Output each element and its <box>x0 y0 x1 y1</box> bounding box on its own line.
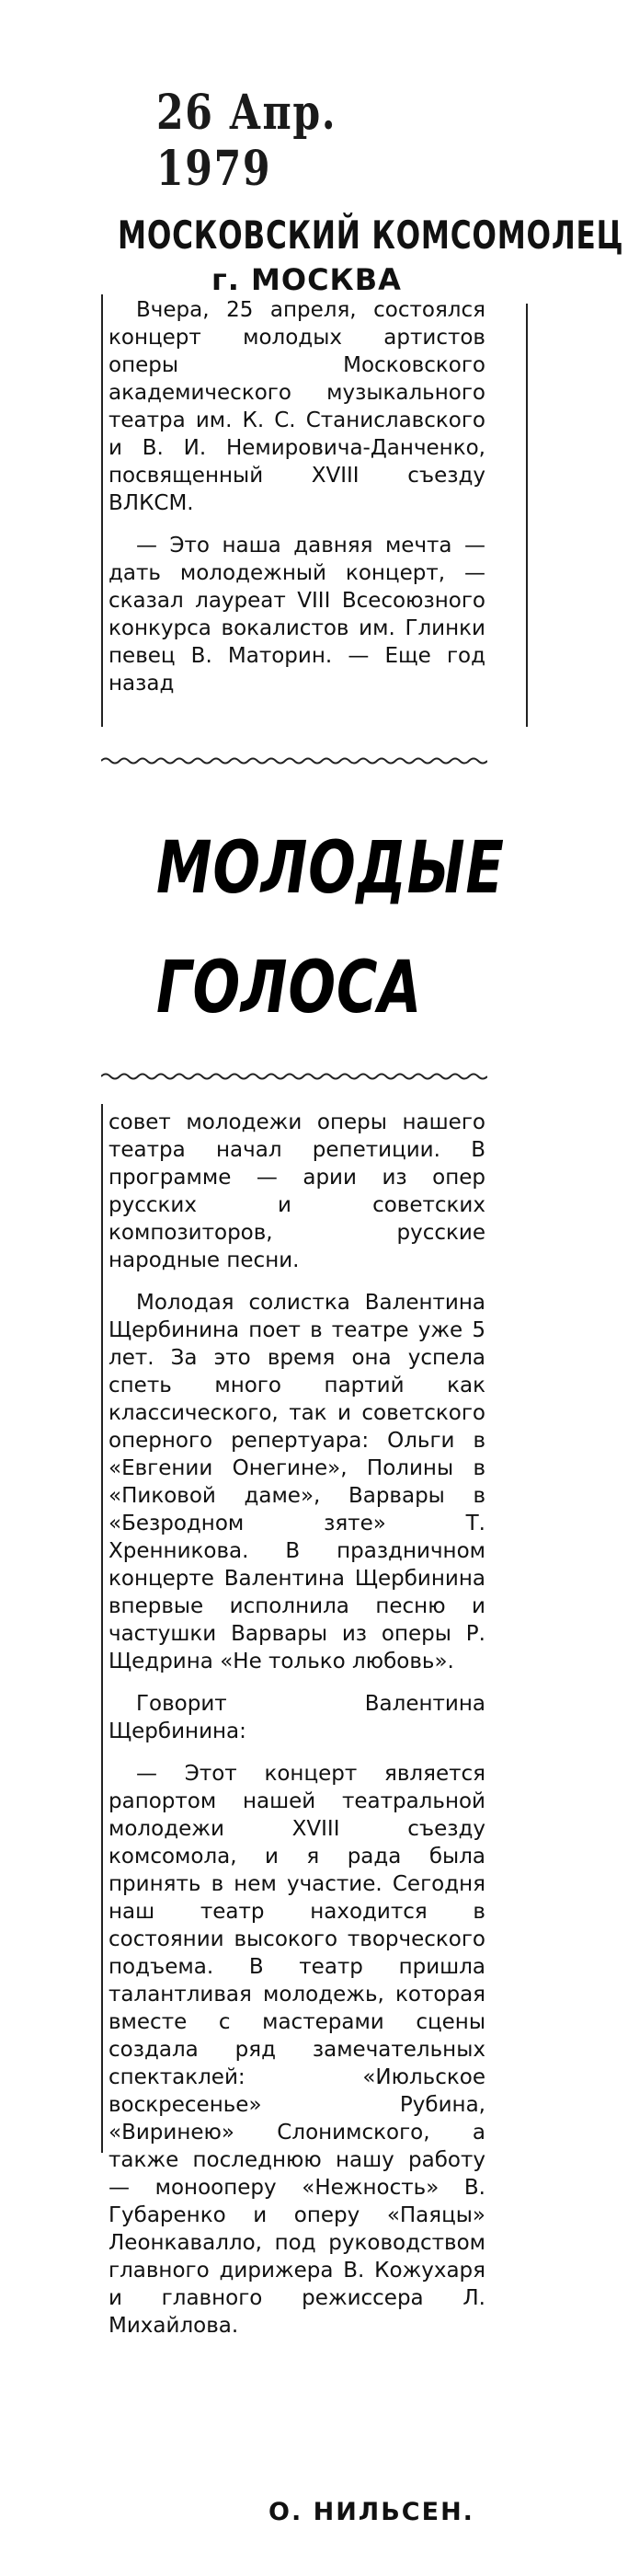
column-left-rule <box>101 294 103 727</box>
article-author: О. НИЛЬСЕН. <box>268 2498 474 2526</box>
newspaper-name: МОСКОВСКИЙ КОМСОМОЛЕЦ <box>118 213 624 259</box>
intro-paragraph: — Это наша давняя мечта — дать молодежный концерт, — сказал лауреат VIII Всесоюзного конкурса вокалистов им. Глинки певец В. Маторин. — Еще год назад <box>108 534 485 696</box>
newspaper-city: г. МОСКВА <box>211 262 402 297</box>
body-paragraph: совет молодежи оперы нашего театра начал репетиции. В программе — арии из опер русских и советских композиторов, русские народные песни. <box>108 1110 485 1272</box>
wavy-divider-top <box>101 756 487 765</box>
column-side-rule <box>526 304 528 727</box>
clipping-date-stamp: 26 Апр. 1979 <box>156 85 337 197</box>
intro-paragraph: Вчера, 25 апреля, состоялся концерт молодых артистов оперы Московского академического музыкального театра им. К. С. Станиславского и В. И. Немировича-Данченко, посвященный XVIII съезду ВЛКСМ. <box>108 298 485 515</box>
body-paragraph: Молодая солистка Валентина Щербинина поет в театре уже 5 лет. За это время она успела спеть много партий как классического, так и советского оперного репертуара: Ольги в «Евгении Онегине», Полины в «Пиковой даме», Варвары в «Безродном зяте» Т. Хренникова. В праздничном концерте Валентина Щербинина впервые исполнила песню и частушки Варвары из оперы Р. Щедрина «Не только любовь». <box>108 1291 485 1673</box>
intro-column <box>108 296 485 712</box>
headline-line-2: ГОЛОСА <box>156 947 423 1029</box>
body-paragraph: Говорит Валентина Щербинина: <box>108 1692 485 1743</box>
body-paragraph: — Этот концерт является рапортом нашей театральной молодежи XVIII съезду комсомола, и я рада была принять в нем участие. Сегодня наш театр находится в состоянии высокого творческого подъема. В театр пришла талантливая молодежь, которая вместе с мастерами сцены создала ряд замечательных спектаклей: «Июльское воскресенье» Рубина, «Виринею» Слонимского, а также последнюю нашу работу — монооперу «Нежность» В. Губаренко и оперу «Паяцы» Леонкавалло, под руководством главного дирижера В. Кожухаря и главного режиссера Л. Михайлова. <box>108 1762 485 2338</box>
body-column <box>108 1109 485 2354</box>
headline-line-1: МОЛОДЫЕ <box>156 827 505 910</box>
column-left-rule-lower <box>101 1104 103 2153</box>
wavy-divider-bottom <box>101 1072 487 1081</box>
